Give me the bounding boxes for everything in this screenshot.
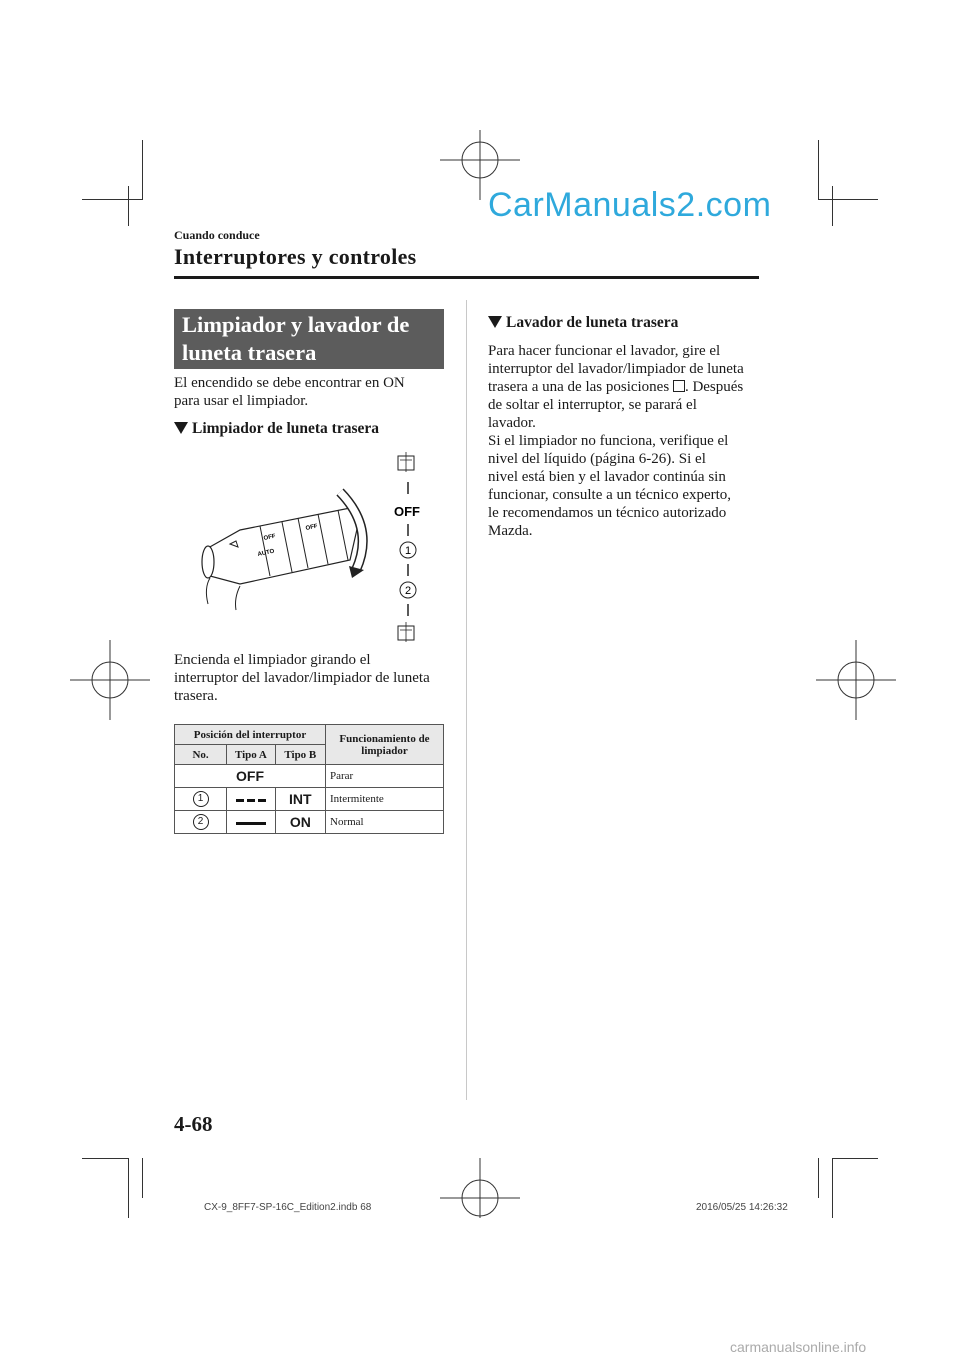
washer-line: trasera a una de las posiciones [488, 379, 670, 395]
footer-timestamp: 2016/05/25 14:26:32 [696, 1202, 788, 1213]
table-row-type-b: ON [275, 811, 325, 834]
washer-line: . Después [684, 379, 744, 395]
wiper-body-line-3: trasera. [174, 688, 218, 704]
washer-line: Para hacer funcionar el lavador, gire el [488, 343, 721, 359]
washer-heading [488, 314, 678, 332]
banner-line-2: luneta trasera [182, 340, 317, 365]
section-banner [174, 309, 444, 369]
wiper-heading-text: Limpiador de luneta trasera [192, 420, 379, 437]
registration-mark-left [70, 640, 150, 720]
washer-line-with-icon [488, 378, 773, 396]
washer-line: Mazda. [488, 523, 533, 539]
lever-off2-label: OFF [305, 523, 319, 532]
footer-brand: carmanualsonline.info [730, 1339, 867, 1355]
table-row [175, 788, 444, 811]
washer-line: interruptor del lavador/limpiador de luneta [488, 361, 744, 377]
washer-position-top-icon [398, 452, 414, 472]
washer-position-icon [673, 380, 685, 392]
table-row-function: Intermitente [326, 788, 444, 811]
washer-position-bottom-icon [398, 622, 414, 642]
washer-line: lavador. [488, 415, 536, 431]
wiper-body-line-2: interruptor del lavador/limpiador de luneta [174, 670, 430, 686]
washer-line: le recomendamos un técnico autorizado [488, 505, 727, 521]
table-header-function: Funcionamiento de limpiador [326, 725, 444, 765]
intro-text [174, 374, 454, 410]
triangle-bullet-icon [174, 422, 188, 434]
table-row [175, 765, 444, 788]
column-divider [466, 300, 467, 1100]
table-row [175, 811, 444, 834]
washer-line: nivel del líquido (página 6-26). Si el [488, 451, 706, 467]
lever-auto-label: AUTO [257, 548, 275, 558]
intermittent-dash-icon [236, 799, 266, 802]
washer-body-text [488, 342, 773, 540]
table-row-type-b: INT [275, 788, 325, 811]
registration-mark-bottom [440, 1158, 520, 1238]
washer-heading-text: Lavador de luneta trasera [506, 314, 679, 331]
wiper-body-line-1: Encienda el limpiador girando el [174, 652, 371, 668]
table-row-number: 2 [193, 814, 209, 830]
diagram-pos-1: 1 [405, 545, 412, 557]
footer-file: CX-9_8FF7-SP-16C_Edition2.indb 68 [204, 1202, 372, 1213]
wiper-lever-diagram [200, 448, 430, 644]
wiper-heading [174, 420, 379, 438]
table-col-type-b: Tipo B [275, 745, 325, 765]
washer-line: Si el limpiador no funciona, verifique el [488, 433, 729, 449]
table-row-number: 1 [193, 791, 209, 807]
table-col-type-a: Tipo A [227, 745, 276, 765]
washer-line: funcionar, consulte a un técnico experto, [488, 487, 732, 503]
table-row-off-glyph: OFF [175, 765, 326, 788]
header-rule [174, 276, 759, 279]
banner-line-1: Limpiador y lavador de [182, 312, 410, 337]
watermark: CarManuals2.com [488, 186, 772, 224]
wiper-position-table [174, 724, 444, 834]
diagram-pos-2: 2 [405, 585, 412, 597]
table-col-no: No. [175, 745, 227, 765]
diagram-off-label: OFF [394, 504, 420, 519]
chapter-title: Interruptores y controles [174, 244, 417, 269]
washer-line: de soltar el interruptor, se parará el [488, 397, 697, 413]
washer-line: nivel está bien y el lavador continúa sin [488, 469, 726, 485]
triangle-bullet-icon [488, 316, 502, 328]
table-row-function: Normal [326, 811, 444, 834]
section-label: Cuando conduce [174, 228, 260, 242]
table-row-function: Parar [326, 765, 444, 788]
continuous-bar-icon [236, 822, 266, 825]
intro-line-1: El encendido se debe encontrar en ON [174, 375, 405, 391]
table-header-position: Posición del interruptor [175, 725, 326, 745]
page-number: 4-68 [174, 1112, 213, 1136]
lever-off-label: OFF [263, 533, 277, 542]
wiper-body-text [174, 651, 459, 705]
registration-mark-right [816, 640, 896, 720]
intro-line-2: para usar el limpiador. [174, 393, 309, 409]
